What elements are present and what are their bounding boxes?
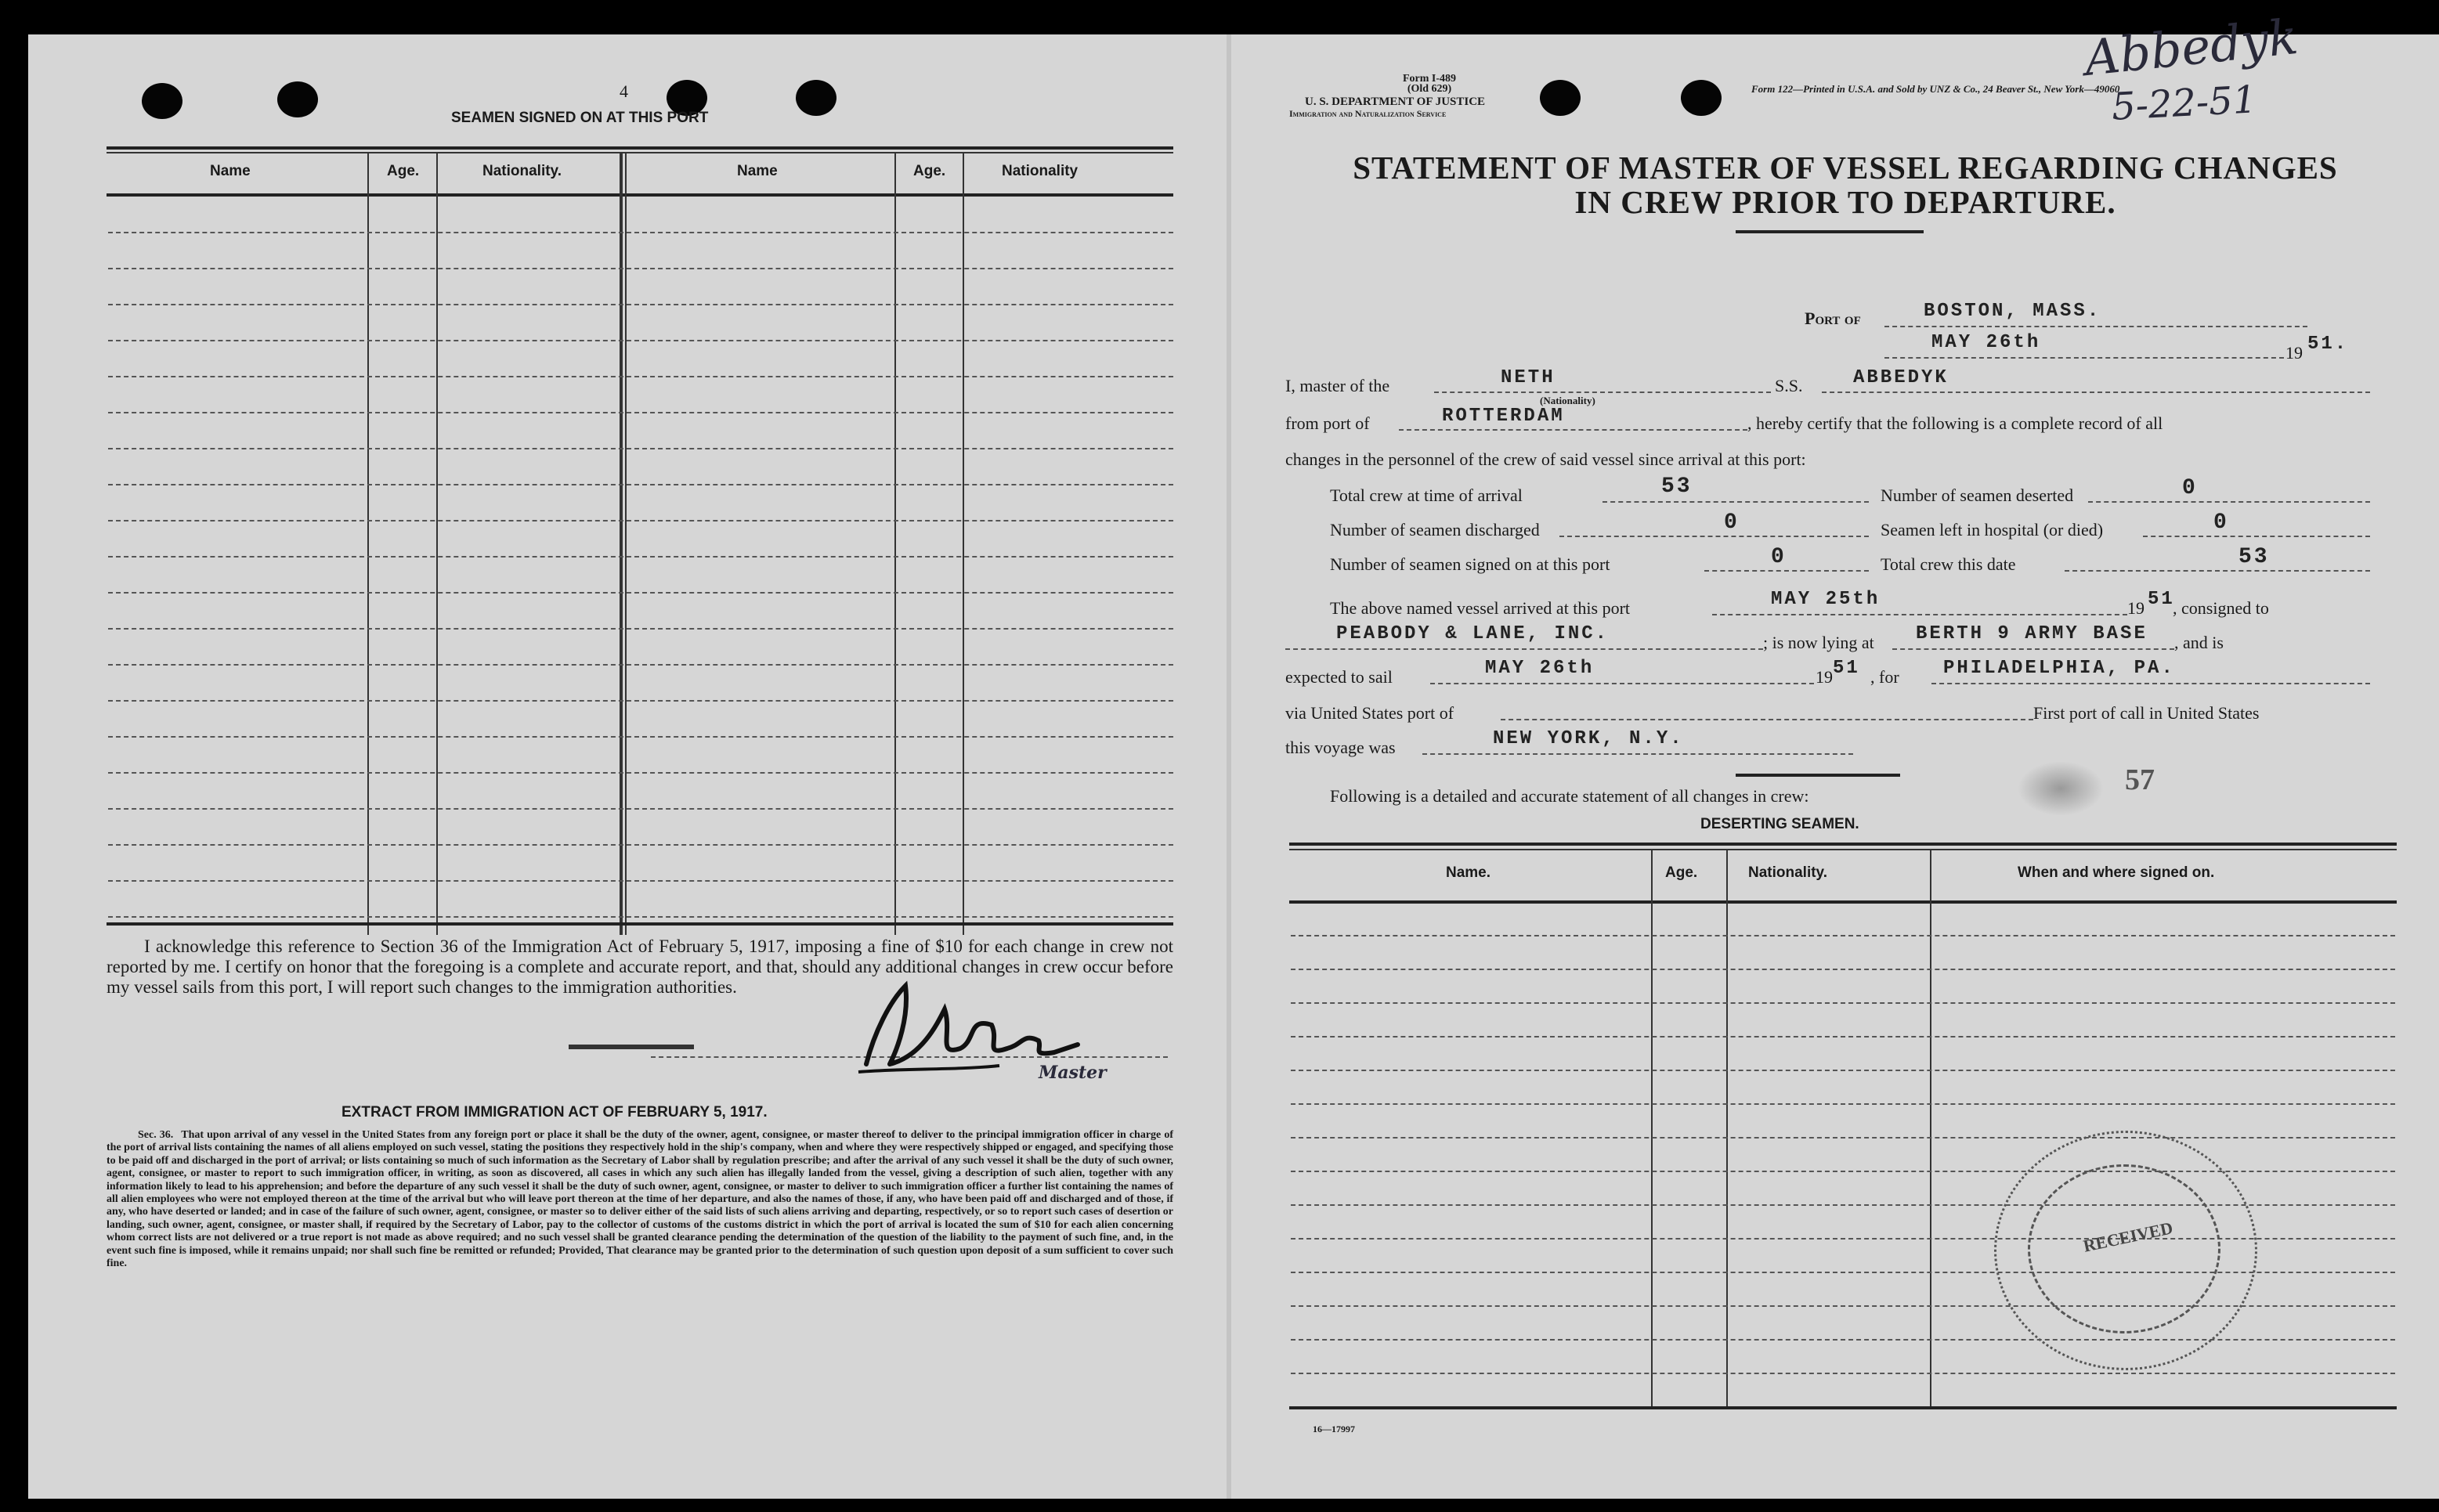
extract-heading: EXTRACT FROM IMMIGRATION ACT OF FEBRUARY 5, 1917. — [341, 1104, 768, 1120]
expected-year-prefix: 19 — [1816, 667, 1833, 687]
and-is-label: , and is — [2174, 633, 2224, 652]
arrived-year-suffix: 51 — [2148, 589, 2175, 610]
received-stamp-text: RECEIVED — [2081, 1218, 2175, 1256]
form-id-block — [1403, 74, 1456, 94]
seamen-signed-heading: SEAMEN SIGNED ON AT THIS PORT — [451, 110, 709, 126]
col-header-name-2: Name — [737, 163, 778, 179]
col-divider — [625, 152, 627, 935]
table-row-line — [108, 268, 1173, 269]
total-crew-arrival-line — [1603, 501, 1869, 503]
handwritten-date: 5-22-51 — [2110, 78, 2258, 129]
extract-section-label: Sec. 36. — [138, 1129, 174, 1141]
total-crew-date-line — [2065, 570, 2370, 572]
service-line: Immigration and Naturalization Service — [1289, 108, 1447, 119]
col-header-nationality: Nationality. — [482, 163, 562, 179]
deserting-col-name: Name. — [1446, 864, 1491, 881]
ss-value: ABBEDYK — [1853, 367, 1949, 388]
table-row-line — [108, 412, 1173, 413]
port-of-value: BOSTON, MASS. — [1924, 301, 2101, 322]
total-crew-arrival-label: Total crew at time of arrival — [1330, 485, 1523, 505]
header-bottom-rule — [107, 193, 1173, 197]
table-row-line — [108, 448, 1173, 449]
form-title-line-2: IN CREW PRIOR TO DEPARTURE. — [1574, 184, 2116, 220]
stamp-number-smudge — [2018, 761, 2104, 816]
arrived-label: The above named vessel arrived at this port — [1330, 598, 1631, 618]
deserting-col-age: Age. — [1665, 864, 1698, 881]
voyage-value: NEW YORK, N.Y. — [1493, 728, 1684, 749]
date-line — [1884, 357, 2284, 359]
col-divider — [963, 152, 964, 935]
table-row-line — [108, 772, 1173, 774]
year-suffix: 51. — [2307, 334, 2349, 355]
lying-value: BERTH 9 ARMY BASE — [1916, 623, 2148, 644]
acknowledgement-text: I acknowledge this reference to Section 36 of the Immigration Act of February 5, 1917, imposing a fine of $10 for each change in crew not reported by me. I certify on honor that the foregoing is a complete and accurate report, and that, should any additional changes in crew occur before my vessel sails from this port, I will report such changes to the immigration authorities. — [107, 936, 1173, 997]
col-divider — [367, 152, 369, 935]
table-row-line — [108, 736, 1173, 738]
printer-line: Form 122—Printed in U.S.A. and Sold by UNZ & Co., 24 Beaver St., New York—49060 — [1751, 83, 2120, 95]
table-top-rule — [107, 152, 1173, 153]
master-label: Master — [1039, 1063, 1107, 1083]
stamp-number: 57 — [2125, 763, 2155, 796]
seamen-deserted-line — [2088, 501, 2370, 503]
punch-hole — [142, 83, 182, 119]
table-row-line — [108, 484, 1173, 485]
table-row-line — [1291, 1339, 2395, 1341]
seamen-discharged-label: Number of seamen discharged — [1330, 520, 1540, 539]
extract-text: That upon arrival of any vessel in the United States from any foreign port or place it shall be the duty of the owner, agent, consignee, or master thereof to deliver to the principal immigration officer in charge of the port of arrival lists containing the names of all aliens employed on such vessel, stating the positions they respectively hold in the ship's company, when and where they were respectively shipped or engaged, and specifying those to be paid off and discharged in the port of arrival; or lists containing so much of such information as the Secretary of Labor shall by regulation prescribe; and after the arrival of any such vessel it shall be the duty of such owner, agent, consignee, or master to report to such immigration officer, in writing, as soon as discovered, all cases in which any such alien has illegally landed from the vessel, giving a description of such alien, together with any information likely to lead to his apprehension; and before the departure of any such vessel it shall be the duty of such owner, agent, consignee, or master to deliver to such immigration officer a further list containing the names of all alien employees who were not employed thereon at the time of the arrival but who will leave port thereon at the time of her departure, and also the names of those, if any, who have been paid off and discharged and of those, if any, who have deserted or landed; and in case of the failure of such owner, agent, consignee, or master so to deliver either of the said lists of such aliens arriving and departing, respectively, or so to report such cases of desertion or landing, such owner, agent, consignee, or master shall, if required by the Secretary of Labor, pay to the collector of customs of the customs district in which the port of arrival is located the sum of $10 for each alien concerning whom correct lists are not delivered or a true report is not made as above required; and no such vessel shall be granted clearance pending the determination of the question of the liability to the payment of such fine, and, in the event such fine is imposed, while it remains unpaid; nor shall such fine be remitted or refunded; Provided, That clearance may be granted prior to the determination of such question upon deposit of a sum sufficient to cover such fine. — [107, 1129, 1173, 1270]
table-row-line — [108, 916, 1173, 918]
form-title — [1281, 150, 2409, 219]
seamen-discharged-value: 0 — [1724, 511, 1740, 535]
received-stamp-inner — [2028, 1164, 2220, 1333]
footer-code: 16—17997 — [1313, 1424, 1355, 1434]
hospital-label: Seamen left in hospital (or died) — [1881, 520, 2104, 539]
page-number: 4 — [620, 81, 628, 101]
extract-body — [107, 1129, 1173, 1270]
year-prefix: 19 — [2285, 343, 2303, 363]
date-value: MAY 26th — [1931, 332, 2041, 353]
table-row-line — [108, 520, 1173, 521]
received-stamp — [1994, 1131, 2257, 1370]
col-divider — [894, 152, 896, 935]
page-fold — [1227, 34, 1231, 1499]
voyage-label: this voyage was — [1285, 738, 1396, 757]
col-divider — [620, 152, 623, 935]
handwritten-vessel-name: Abbedyk — [2081, 7, 2301, 88]
signed-on-label: Number of seamen signed on at this port — [1330, 554, 1610, 574]
deserting-header-rule — [1289, 900, 2397, 904]
table-row-line — [108, 844, 1173, 846]
table-row-line — [108, 592, 1173, 594]
form-title-line-1: STATEMENT OF MASTER OF VESSEL REGARDING CHANGES — [1353, 150, 2338, 186]
table-row-line — [108, 376, 1173, 377]
deserting-heading: DESERTING SEAMEN. — [1700, 816, 1859, 832]
signed-on-line — [1704, 570, 1869, 572]
via-label: via United States port of — [1285, 703, 1454, 723]
destination-line — [1931, 683, 2370, 684]
voyage-line — [1422, 753, 1853, 755]
lying-label: ; is now lying at — [1763, 633, 1874, 652]
via-line — [1501, 719, 2033, 720]
table-row-line — [108, 340, 1173, 341]
nationality-line — [1434, 392, 1771, 393]
form-id: Form I-489 — [1403, 73, 1457, 85]
table-row-line — [108, 664, 1173, 666]
col-header-age-2: Age. — [913, 163, 946, 179]
col-divider — [436, 152, 438, 935]
hospital-line — [2143, 536, 2370, 537]
seamen-discharged-line — [1559, 536, 1869, 537]
table-row-line — [108, 304, 1173, 305]
table-row-line — [108, 556, 1173, 558]
table-row-line — [1291, 1137, 2395, 1139]
seamen-deserted-label: Number of seamen deserted — [1881, 485, 2074, 505]
punch-hole — [1540, 80, 1581, 116]
deserting-col-nationality: Nationality. — [1748, 864, 1827, 881]
expected-label: expected to sail — [1285, 667, 1393, 687]
master-of-label: I, master of the — [1285, 376, 1390, 395]
department-line: U. S. DEPARTMENT OF JUSTICE — [1305, 96, 1486, 108]
deserting-top-rule — [1289, 843, 2397, 846]
short-rule — [1736, 774, 1900, 777]
signed-on-value: 0 — [1771, 545, 1787, 569]
for-label: , for — [1870, 667, 1899, 687]
nationality-value: NETH — [1501, 367, 1556, 388]
table-bottom-rule — [107, 922, 1173, 926]
arrived-line — [1712, 614, 2127, 615]
title-underline — [1736, 230, 1924, 233]
destination-value: PHILADELPHIA, PA. — [1943, 658, 2175, 679]
deserting-col-divider — [1930, 849, 1931, 1409]
table-row-line — [1291, 1036, 2395, 1037]
expected-line — [1430, 683, 1814, 684]
table-row-line — [1291, 935, 2395, 936]
lying-line — [1892, 648, 2174, 650]
punch-hole — [1681, 80, 1722, 116]
deserting-col-when-where: When and where signed on. — [2018, 864, 2215, 881]
from-port-value: ROTTERDAM — [1442, 406, 1565, 427]
table-row-line — [108, 628, 1173, 630]
table-row-line — [1291, 1070, 2395, 1071]
consignee-value: PEABODY & LANE, INC. — [1336, 623, 1610, 644]
table-row-line — [1291, 1171, 2395, 1172]
first-port-label: First port of call in United States — [2033, 703, 2260, 723]
ss-line — [1822, 392, 2370, 393]
total-crew-arrival-value: 53 — [1661, 475, 1693, 499]
table-row-line — [1291, 969, 2395, 970]
certify-text: , hereby certify that the following is a complete record of all — [1747, 413, 2163, 433]
table-row-line — [108, 880, 1173, 882]
from-port-label: from port of — [1285, 413, 1370, 433]
from-port-line — [1399, 429, 1747, 431]
table-row-line — [1291, 1103, 2395, 1105]
deserting-col-divider — [1651, 849, 1653, 1409]
expected-value: MAY 26th — [1485, 658, 1595, 679]
port-of-label: Port of — [1805, 309, 1861, 328]
table-row-line — [1291, 1373, 2395, 1374]
changes-text: changes in the personnel of the crew of said vessel since arrival at this port: — [1285, 449, 1806, 469]
deserting-bottom-rule — [1289, 1406, 2397, 1409]
document-sheet — [28, 7, 2439, 1499]
ss-label: S.S. — [1775, 376, 1803, 395]
col-header-name: Name — [210, 163, 251, 179]
table-row-line — [108, 808, 1173, 810]
nationality-caption: (Nationality) — [1540, 395, 1595, 406]
deserting-top-rule — [1289, 849, 2397, 850]
table-top-rule — [107, 146, 1173, 150]
arrived-year-prefix: 19 — [2127, 598, 2145, 618]
consigned-label: , consigned to — [2173, 598, 2269, 618]
table-row-line — [1291, 1002, 2395, 1004]
form-old: (Old 629) — [1407, 83, 1452, 95]
following-text: Following is a detailed and accurate statement of all changes in crew: — [1330, 786, 1809, 806]
table-row-line — [108, 700, 1173, 702]
seamen-deserted-value: 0 — [2182, 476, 2198, 500]
punch-hole — [796, 80, 836, 116]
deserting-col-divider — [1726, 849, 1728, 1409]
col-header-nationality-2: Nationality — [1002, 163, 1079, 179]
punch-hole — [277, 81, 318, 117]
arrived-value: MAY 25th — [1771, 589, 1881, 610]
total-crew-date-value: 53 — [2238, 545, 2270, 569]
hospital-value: 0 — [2213, 511, 2229, 535]
consignee-line — [1285, 648, 1763, 650]
col-header-age: Age. — [387, 163, 420, 179]
expected-year-suffix: 51 — [1833, 658, 1860, 679]
total-crew-date-label: Total crew this date — [1881, 554, 2016, 574]
master-stamp-residue — [569, 1045, 694, 1049]
table-row-line — [108, 232, 1173, 233]
port-of-line — [1884, 326, 2307, 327]
